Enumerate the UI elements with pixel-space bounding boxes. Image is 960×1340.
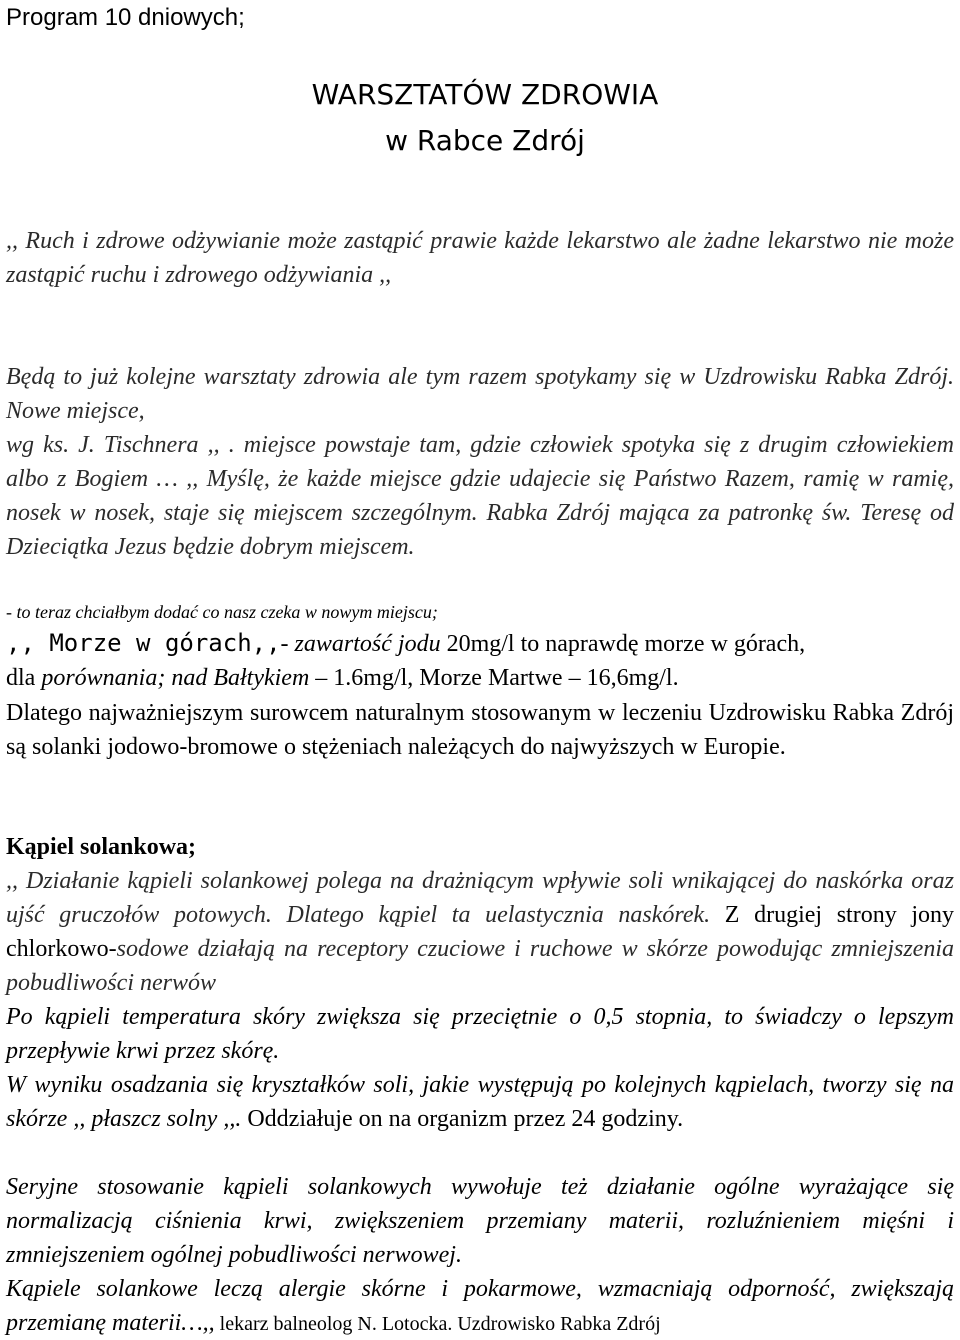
sea-text-italic: zawartość jodu xyxy=(294,631,441,657)
sea-line2-rest: – 1.6mg/l, Morze Martwe – 16,6mg/l. xyxy=(309,665,679,691)
motto-quote: ,, Ruch i zdrowe odżywianie może zastąpić prawie każde lekarstwo ale żadne lekarstwo nie może zastąpić ruchu i zdrowego odżywiania ,, xyxy=(6,228,954,288)
title-line-1: WARSZTATÓW ZDROWIA xyxy=(311,78,659,111)
bath-p5-plain: lekarz balneolog N. Lotocka. Uzdrowisko Rabka Zdrój xyxy=(214,1313,661,1335)
sea-paragraph xyxy=(6,626,954,695)
sea-dash: - xyxy=(280,631,295,657)
bath-paragraph-3 xyxy=(6,1068,954,1136)
program-heading: Program 10 dniowych; xyxy=(6,4,245,31)
bath-paragraph-1 xyxy=(6,864,954,1000)
bath-paragraph-2: Po kąpieli temperatura skóry zwiększa się przeciętnie o 0,5 stopnia, to świadczy o lepszym przepływie krwi przez skórę. xyxy=(6,1004,954,1064)
intro-paragraph-2: wg ks. J. Tischnera ,, . miejsce powstaje tam, gdzie człowiek spotyka się z drugim człowiekiem albo z Bogiem … ,, Myślę, że każde miejsce gdzie udajecie się Państwo Razem, ramię w ramię, nosek w nosek, staje się miejscem szczególnym. Rabka Zdrój mająca za patronkę św. Teresę od Dzieciątka Jezus będzie dobrym miejscem. xyxy=(6,432,954,560)
intro-paragraph-1: Będą to już kolejne warsztaty zdrowia ale tym razem spotykamy się w Uzdrowisku Rabka Zdrój. Nowe miejsce, xyxy=(6,364,954,424)
bath-paragraph-5 xyxy=(6,1272,954,1340)
solanki-paragraph: Dlatego najważniejszym surowcem naturalnym stosowanym w leczeniu Uzdrowisku Rabka Zdrój są solanki jodowo-bromowe o stężeniach należących do najwyższych w Europie. xyxy=(6,700,954,760)
title-line-2: w Rabce Zdrój xyxy=(385,124,585,157)
sea-line2-italic: porównania; nad Bałtykiem xyxy=(41,665,310,691)
bath-paragraph-4: Seryjne stosowanie kąpieli solankowych wywołuje też działanie ogólne wyrażające się normalizacją ciśnienia krwi, zwiększeniem przemiany materii, rozluźnieniem mięśni i zmniejszeniem ogólnej pobudliwości nerwowej. xyxy=(6,1174,954,1268)
sea-text-plain: 20mg/l to naprawdę morze w górach, xyxy=(440,631,806,657)
bath-p3-plain: Oddziałuje on na organizm przez 24 godziny. xyxy=(241,1106,684,1132)
bath-p1-italic: ,, Działanie kąpieli solankowej polega na drażniącym wpływie soli wnikającej do naskórka oraz ujść gruczołów potowych. Dlatego kąpiel ta uelastycznia naskórek. xyxy=(6,868,954,928)
note-line: - to teraz chciałbym dodać co nasz czeka w nowym miejscu; xyxy=(6,602,438,622)
bath-p1-plain: Z drugiej strony jony chlorkowo- xyxy=(6,902,955,962)
sea-label: ,, Morze w górach,, xyxy=(6,629,281,657)
sea-line2-plain: dla xyxy=(6,665,42,691)
bath-p1-tail: sodowe działają na receptory czuciowe i ruchowe w skórze powodując zmniejszenia pobudliwości nerwów xyxy=(6,936,954,996)
bath-p5-italic: Kąpiele solankowe leczą alergie skórne i pokarmowe, wzmacniają odporność, zwiększają przemianę materii…,, xyxy=(6,1276,954,1336)
bath-heading: Kąpiel solankowa; xyxy=(6,834,197,860)
bath-p3-italic: W wyniku osadzania się kryształków soli, jakie występują po kolejnych kąpielach, tworzy się na skórze ,, płaszcz solny ,,. xyxy=(6,1072,954,1132)
